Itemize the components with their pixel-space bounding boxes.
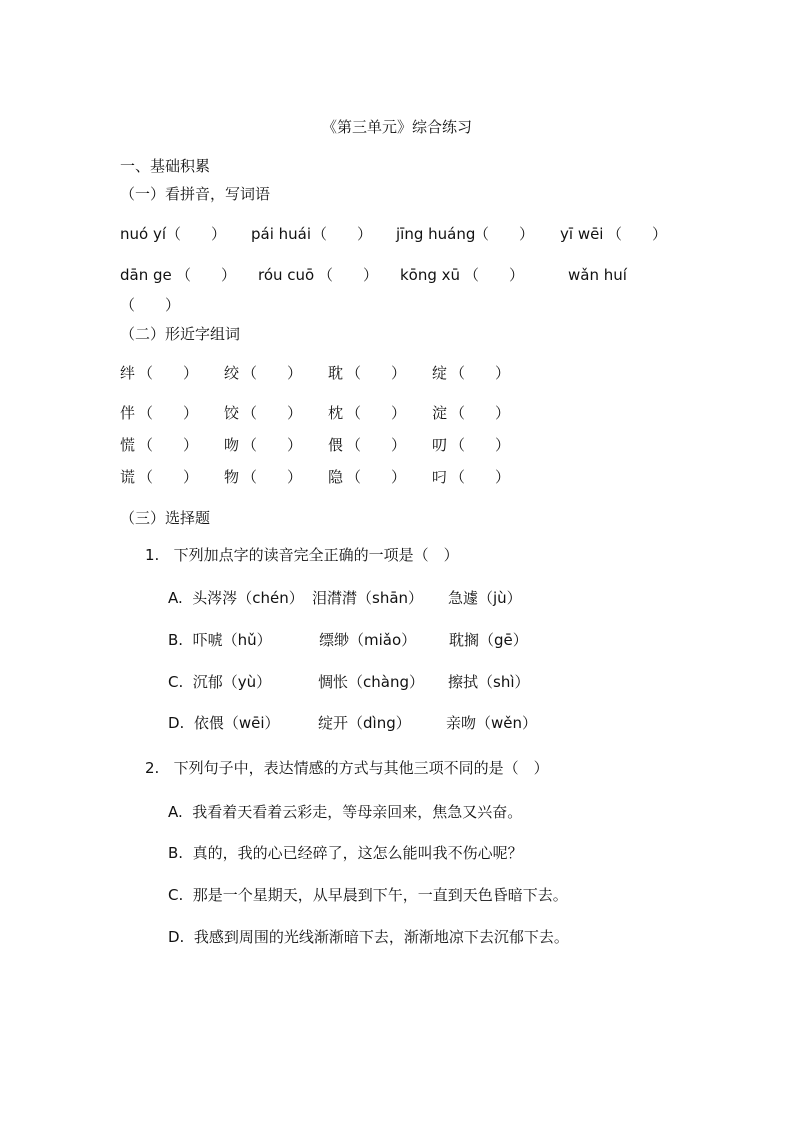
answer-blank[interactable]: （ ） (318, 266, 379, 284)
page-title: 《第三单元》综合练习 (321, 118, 472, 136)
answer-blank[interactable]: （ ） (312, 225, 373, 243)
pinyin-item: róu cuō (258, 266, 315, 284)
q2-option-c[interactable]: C. 那是一个星期天，从早晨到下午，一直到天色昏暗下去。 (168, 886, 568, 904)
answer-blank[interactable]: （ ） (138, 404, 199, 422)
answer-blank[interactable]: （ ） (176, 266, 237, 284)
q1-option-d[interactable]: D. 依偎（wēi） (168, 714, 280, 732)
q1-option-b-term: 耽搁（gē） (449, 631, 528, 649)
answer-blank[interactable]: （ ） (242, 364, 303, 382)
q2-option-d[interactable]: D. 我感到周围的光线渐渐暗下去，渐渐地凉下去沉郁下去。 (168, 928, 569, 946)
pinyin-item: pái huái (251, 225, 312, 243)
char-item: 隐 (328, 468, 344, 486)
q1-option-c-term: 惆怅（chàng） (318, 673, 424, 691)
char-item: 偎 (328, 436, 344, 454)
answer-blank[interactable]: （ ） (166, 225, 227, 243)
q1-option-a-term: 急遽（jù） (448, 589, 522, 607)
question-1: 1. 下列加点字的读音完全正确的一项是（ ） (145, 546, 459, 564)
part2-heading: （二）形近字组词 (120, 325, 241, 343)
answer-blank[interactable]: （ ） (607, 225, 668, 243)
pinyin-item: nuó yí (120, 225, 167, 243)
part3-heading: （三）选择题 (120, 509, 211, 527)
answer-blank[interactable]: （ ） (450, 468, 511, 486)
answer-blank[interactable]: （ ） (138, 468, 199, 486)
char-item: 吻 (224, 436, 240, 454)
q1-option-d-term: 亲吻（wěn） (446, 714, 538, 732)
answer-blank[interactable]: （ ） (242, 436, 303, 454)
answer-blank[interactable]: （ ） (450, 404, 511, 422)
q2-option-a[interactable]: A. 我看着天看着云彩走，等母亲回来，焦急又兴奋。 (168, 803, 523, 821)
q1-option-a[interactable]: A. 头涔涔（chén） (168, 589, 304, 607)
part1-heading: （一）看拼音，写词语 (120, 185, 271, 203)
char-item: 绊 (120, 364, 136, 382)
pinyin-item: wǎn huí (568, 266, 627, 284)
question-2: 2. 下列句子中，表达情感的方式与其他三项不同的是（ ） (145, 759, 549, 777)
pinyin-item: kōng xū (400, 266, 461, 284)
char-item: 叼 (432, 468, 448, 486)
answer-blank[interactable]: （ ） (450, 364, 511, 382)
answer-blank[interactable]: （ ） (138, 436, 199, 454)
char-item: 耽 (328, 364, 344, 382)
answer-blank[interactable]: （ ） (346, 468, 407, 486)
answer-blank[interactable]: （ ） (120, 296, 181, 314)
section-basic: 一、基础积累 (120, 157, 211, 175)
pinyin-item: dān ge (120, 266, 172, 284)
q2-option-b[interactable]: B. 真的，我的心已经碎了，这怎么能叫我不伤心呢？ (168, 844, 523, 862)
char-item: 淀 (432, 404, 448, 422)
char-item: 谎 (120, 468, 136, 486)
answer-blank[interactable]: （ ） (242, 404, 303, 422)
q1-option-d-term: 绽开（dìng） (318, 714, 411, 732)
q1-option-b[interactable]: B. 吓唬（hǔ） (168, 631, 272, 649)
char-item: 枕 (328, 404, 344, 422)
q1-option-a-term: 泪潸潸（shān） (312, 589, 424, 607)
answer-blank[interactable]: （ ） (138, 364, 199, 382)
char-item: 绽 (432, 364, 448, 382)
char-item: 伴 (120, 404, 136, 422)
answer-blank[interactable]: （ ） (450, 436, 511, 454)
pinyin-item: yī wēi (560, 225, 604, 243)
pinyin-item: jīng huáng (396, 225, 476, 243)
char-item: 物 (224, 468, 240, 486)
answer-blank[interactable]: （ ） (346, 436, 407, 454)
answer-blank[interactable]: （ ） (474, 225, 535, 243)
answer-blank[interactable]: （ ） (242, 468, 303, 486)
q1-option-c[interactable]: C. 沉郁（yù） (168, 673, 272, 691)
char-item: 慌 (120, 436, 136, 454)
char-item: 绞 (224, 364, 240, 382)
char-item: 饺 (224, 404, 240, 422)
q1-option-c-term: 擦拭（shì） (448, 673, 530, 691)
char-item: 叨 (432, 436, 448, 454)
q1-option-b-term: 缥缈（miǎo） (319, 631, 417, 649)
answer-blank[interactable]: （ ） (346, 404, 407, 422)
answer-blank[interactable]: （ ） (464, 266, 525, 284)
answer-blank[interactable]: （ ） (346, 364, 407, 382)
